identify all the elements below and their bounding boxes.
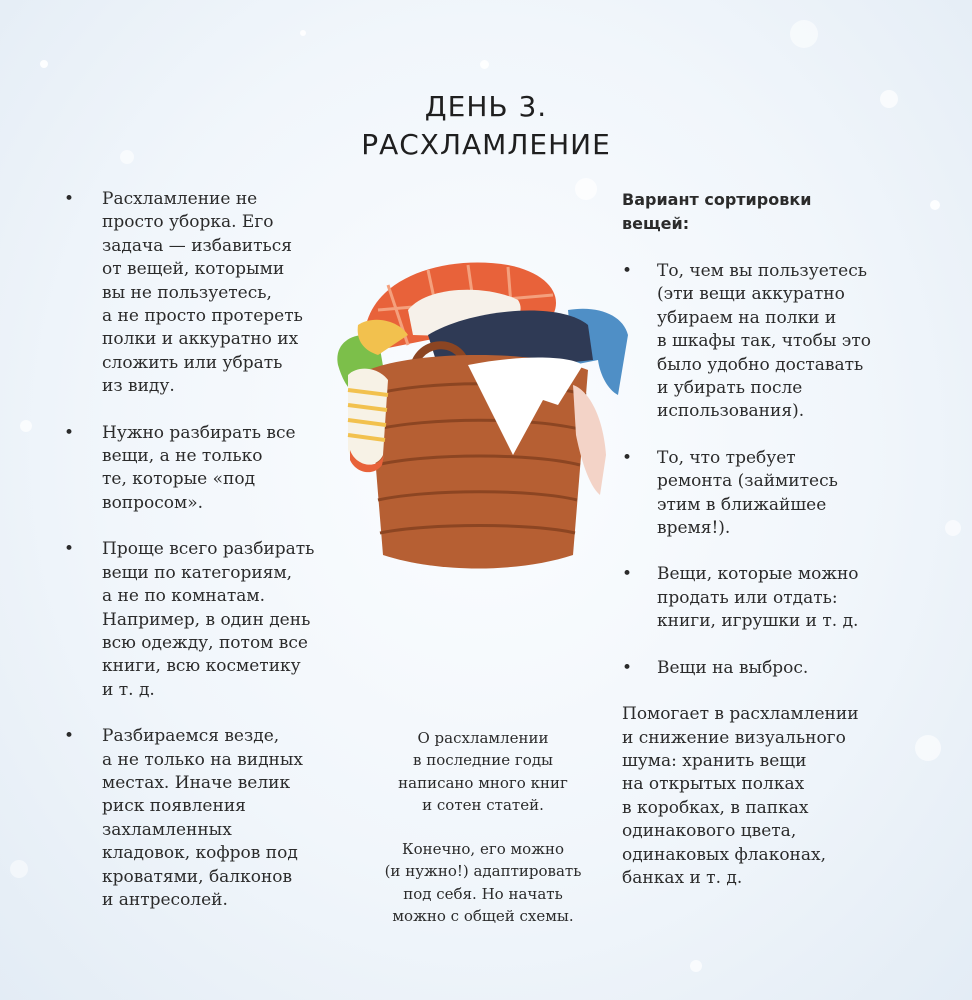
text-line: То, что требует: [657, 447, 796, 468]
text-line: одинаковых флаконах,: [622, 844, 827, 865]
text-line: те, которые «под: [102, 469, 256, 490]
text-line: и снижение визуального: [622, 727, 846, 748]
center-paragraph: [355, 838, 611, 927]
text-line: вещи по категориям,: [102, 562, 293, 583]
section-heading: [622, 188, 952, 236]
list-item: [622, 563, 952, 633]
text-line: было удобно доставать: [657, 354, 864, 375]
center-paragraph: [355, 727, 611, 816]
text-line: кладовок, кофров под: [102, 843, 298, 864]
text-line: а не просто протереть: [102, 306, 303, 327]
text-line: сложить или убрать: [102, 352, 283, 373]
bullet: •: [64, 422, 75, 443]
text-line: в последние годы: [413, 751, 553, 770]
footer-paragraph: [622, 703, 952, 890]
text-line: банках и т. д.: [622, 867, 743, 888]
heading-line: Вариант сортировки: [622, 190, 812, 209]
text-line: просто уборка. Его: [102, 212, 274, 233]
list-item: [622, 447, 952, 541]
text-line: и убирать после: [657, 378, 803, 399]
text-line: в шкафы так, чтобы это: [657, 331, 871, 352]
text-line: шума: хранить вещи: [622, 750, 807, 771]
text-line: продать или отдать:: [657, 587, 838, 608]
laundry-basket-icon: [318, 255, 636, 580]
bullet: •: [622, 564, 633, 585]
text-line: и антресолей.: [102, 889, 228, 910]
text-line: То, чем вы пользуетесь: [657, 261, 868, 281]
left-column: [62, 188, 352, 935]
list-item: [622, 657, 952, 680]
text-line: а не по комнатам.: [102, 586, 266, 607]
snowflake: [40, 60, 48, 68]
text-line: Вещи на выброс.: [657, 657, 809, 678]
snowflake: [10, 860, 28, 878]
text-line: О расхламлении: [417, 729, 549, 747]
snowflake: [575, 178, 597, 200]
text-line: Помогает в расхламлении: [622, 704, 859, 725]
text-line: на открытых полках: [622, 774, 805, 795]
text-line: (и нужно!) адаптировать: [384, 862, 582, 881]
snowflake: [300, 30, 306, 36]
text-line: Расхламление не: [102, 189, 258, 209]
text-line: использования).: [657, 401, 805, 422]
text-line: (эти вещи аккуратно: [657, 284, 845, 305]
text-line: и т. д.: [102, 679, 155, 700]
bullet: •: [64, 189, 75, 209]
snowflake: [20, 420, 32, 432]
text-line: полки и аккуратно их: [102, 329, 299, 350]
text-line: вы не пользуетесь,: [102, 282, 272, 303]
text-line: в коробках, в папках: [622, 797, 809, 818]
text-line: местах. Иначе велик: [102, 772, 291, 793]
page-title: [0, 88, 972, 164]
bullet: •: [64, 539, 75, 560]
text-line: Конечно, его можно: [401, 840, 565, 859]
text-line: книги, игрушки и т. д.: [657, 611, 859, 632]
text-line: задача — избавиться: [102, 235, 292, 256]
text-line: под себя. Но начать: [403, 884, 563, 903]
bullet: •: [64, 726, 75, 747]
list-item: [62, 422, 352, 516]
text-line: время!).: [657, 518, 731, 539]
text-line: а не только на видных: [102, 749, 303, 770]
list-item: [62, 538, 352, 702]
title-line-1: ДЕНЬ 3.: [424, 90, 548, 123]
snowflake: [480, 60, 489, 69]
text-line: и сотен статей.: [422, 795, 544, 814]
text-line: от вещей, которыми: [102, 259, 285, 280]
snowflake: [690, 960, 702, 972]
list-item: [62, 188, 352, 399]
text-line: написано много книг: [398, 773, 568, 792]
text-line: ремонта (займитесь: [657, 471, 838, 492]
text-line: Нужно разбирать все: [102, 422, 296, 443]
text-line: убираем на полки и: [657, 307, 837, 328]
bullet: •: [622, 447, 633, 468]
text-line: книги, всю косметику: [102, 656, 301, 677]
text-line: риск появления: [102, 796, 246, 817]
center-text: [355, 727, 611, 949]
text-line: вещи, а не только: [102, 446, 263, 467]
list-item: [622, 260, 952, 424]
text-line: из виду.: [102, 376, 175, 397]
bullet: •: [622, 657, 633, 678]
text-line: Разбираемся везде,: [102, 726, 280, 747]
text-line: кроватями, балконов: [102, 866, 293, 887]
text-line: Например, в один день: [102, 609, 311, 630]
text-line: Проще всего разбирать: [102, 539, 315, 560]
text-line: можно с общей схемы.: [392, 907, 574, 926]
text-line: Вещи, которые можно: [657, 564, 859, 585]
snowflake: [790, 20, 818, 48]
text-line: всю одежду, потом все: [102, 632, 308, 653]
heading-line: вещей:: [622, 214, 690, 233]
title-line-2: РАСХЛАМЛЕНИЕ: [361, 128, 611, 161]
list-item: [62, 725, 352, 912]
text-line: вопросом».: [102, 492, 204, 513]
text-line: одинакового цвета,: [622, 821, 797, 842]
bullet: •: [622, 261, 633, 281]
right-column: [622, 188, 952, 890]
text-line: этим в ближайшее: [657, 494, 827, 515]
text-line: захламленных: [102, 819, 232, 840]
